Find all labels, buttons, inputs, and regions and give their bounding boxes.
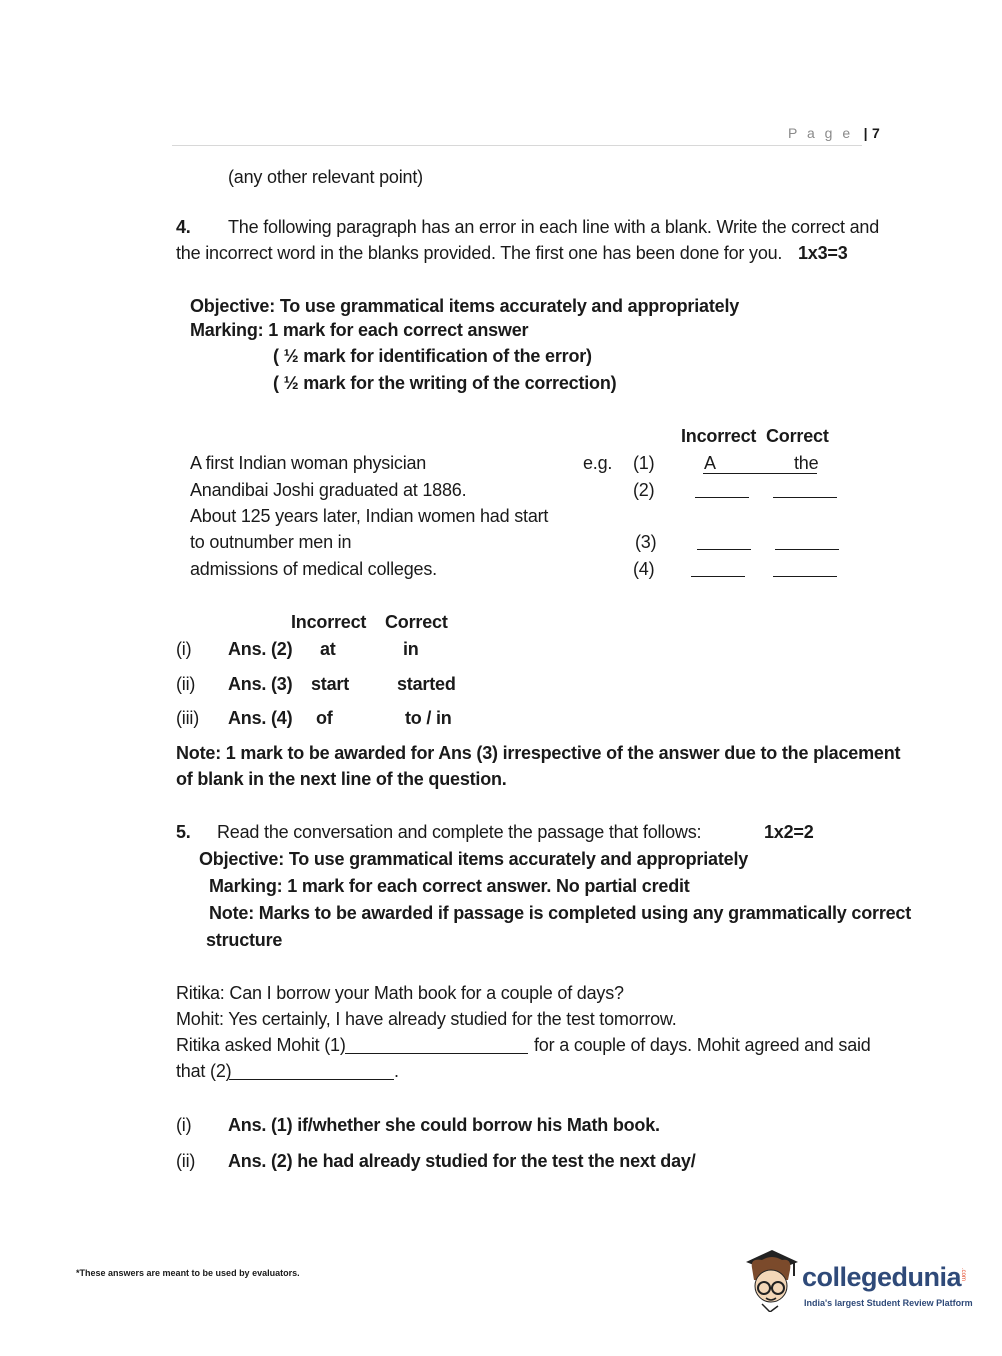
page-number: 7 [871, 125, 880, 141]
passage-line-4: to outnumber men in [190, 532, 352, 552]
example-answer [703, 453, 817, 474]
q4-number: 4. [176, 217, 191, 237]
answer-correct: started [397, 674, 456, 694]
passage-part-b: for a couple of days. Mohit agreed and said [534, 1035, 871, 1055]
q5-answer-text: Ans. (1) if/whether she could borrow his Math book. [228, 1115, 660, 1135]
blank-2-incorrect [695, 497, 749, 498]
q5-note-line2: structure [206, 930, 283, 950]
answer-label: Ans. (4) [228, 708, 293, 728]
collegedunia-logo [742, 1246, 972, 1316]
q5-answer-text: Ans. (2) he had already studied for the test the next day/ [228, 1151, 696, 1171]
passage-part-a: Ritika asked Mohit (1) [176, 1035, 346, 1055]
page-separator: | [863, 125, 868, 141]
q5-note-line1: Note: Marks to be awarded if passage is completed using any grammatically correct [209, 903, 912, 923]
page-label: P a g e [788, 125, 854, 141]
q4-note-line1: Note: 1 mark to be awarded for Ans (3) irrespective of the answer due to the placement [176, 743, 901, 763]
answer-roman: (i) [176, 639, 192, 659]
previous-item: (any other relevant point) [228, 167, 423, 187]
q5-answer-roman: (i) [176, 1115, 192, 1135]
passage-line-1: A first Indian woman physician [190, 453, 427, 473]
q4-marking-sub2: ( ½ mark for the writing of the correction) [273, 373, 617, 393]
q4-note-line2: of blank in the next line of the question. [176, 769, 507, 789]
passage-end: . [394, 1061, 399, 1081]
q4-marks: 1x3=3 [798, 243, 848, 263]
q5-marking: Marking: 1 mark for each correct answer. No partial credit [209, 876, 690, 896]
q5-prompt: Read the conversation and complete the passage that follows: [217, 822, 702, 842]
brand-tm: .com [960, 1268, 966, 1282]
footer-note: *These answers are meant to be used by evaluators. [76, 1268, 300, 1278]
answer-incorrect: start [311, 674, 350, 694]
dialogue-mohit: Mohit: Yes certainly, I have already studied for the test tomorrow. [176, 1009, 677, 1029]
example-correct: the [794, 453, 819, 473]
dialogue-ritika: Ritika: Can I borrow your Math book for a couple of days? [176, 983, 624, 1003]
q4-line2: the incorrect word in the blanks provided. The first one has been done for you. [176, 243, 783, 263]
example-label: e.g. [583, 453, 613, 473]
q4-col-correct: Correct [766, 426, 829, 446]
passage-line-2: Anandibai Joshi graduated at 1886. [190, 480, 467, 500]
blank-3-correct [775, 549, 839, 550]
passage-part-c: that (2) [176, 1061, 232, 1081]
blank-number-3: (3) [635, 532, 657, 552]
q5-objective: Objective: To use grammatical items accurately and appropriately [199, 849, 749, 869]
brand-name: collegedunia [802, 1262, 962, 1292]
q4-marking-sub1: ( ½ mark for identification of the error) [273, 346, 592, 366]
answer-roman: (iii) [176, 708, 199, 728]
answer-roman: (ii) [176, 674, 196, 694]
q4-col-incorrect: Incorrect [681, 426, 757, 446]
blank-4-incorrect [691, 576, 745, 577]
q4-marking: Marking: 1 mark for each correct answer [190, 320, 529, 340]
answer-label: Ans. (3) [228, 674, 293, 694]
q4-line1: The following paragraph has an error in each line with a blank. Write the correct and [228, 217, 880, 237]
q4-objective: Objective: To use grammatical items accurately and appropriately [190, 296, 740, 316]
passage-line-5: admissions of medical colleges. [190, 559, 437, 579]
answer-correct: in [403, 639, 419, 659]
answer-incorrect: at [320, 639, 336, 659]
answer-head-correct: Correct [385, 612, 448, 632]
passage-line-3: About 125 years later, Indian women had start [190, 506, 549, 526]
passage-blank-1 [345, 1053, 528, 1054]
blank-4-correct [773, 576, 837, 577]
answer-label: Ans. (2) [228, 639, 293, 659]
q5-number: 5. [176, 822, 191, 842]
q5-marks: 1x2=2 [764, 822, 814, 842]
q5-answer-roman: (ii) [176, 1151, 196, 1171]
example-incorrect: A [704, 453, 716, 473]
page-header [788, 125, 880, 143]
blank-number-2: (2) [633, 480, 655, 500]
blank-number-1: (1) [633, 453, 655, 473]
blank-2-correct [773, 497, 837, 498]
brand-tagline: India's largest Student Review Platform [804, 1298, 973, 1308]
answer-correct: to / in [405, 708, 452, 728]
answer-head-incorrect: Incorrect [291, 612, 367, 632]
answer-incorrect: of [316, 708, 333, 728]
blank-3-incorrect [697, 549, 751, 550]
header-divider [172, 145, 862, 146]
mascot-icon [742, 1246, 802, 1312]
passage-blank-2 [229, 1079, 394, 1080]
blank-number-4: (4) [633, 559, 655, 579]
